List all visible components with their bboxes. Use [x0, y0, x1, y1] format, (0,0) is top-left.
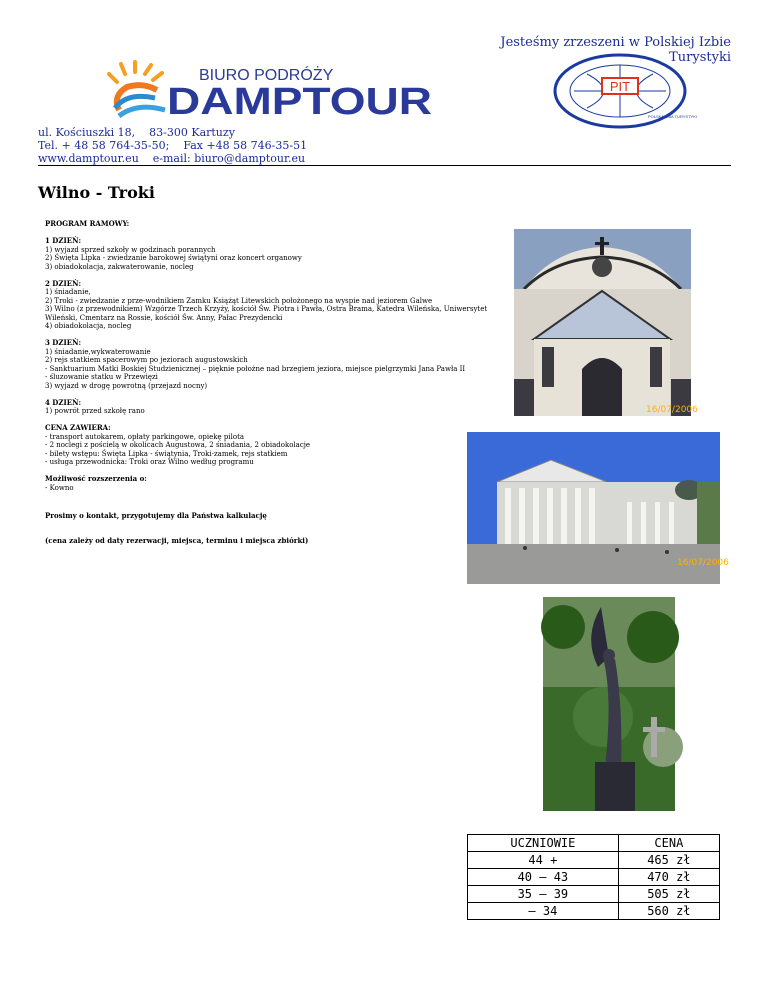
svg-text:BIURO PODRÓŻY: BIURO PODRÓŻY — [199, 67, 334, 84]
price-cell: 505 zł — [618, 886, 719, 903]
photo-date-1: 16/07/2006 — [646, 405, 698, 415]
svg-text:POLSKA IZBA TURYSTYKI: POLSKA IZBA TURYSTYKI — [648, 114, 697, 119]
day-2: 2 DZIEŃ: 1) śniadanie, 2) Troki - zwiedzanie z prze-wodnikiem Zamku Książąt Litewskich położonego na wyspie nad jeziorem Galwe 3) Wilno (z przewodnikiem) Wzgórze Trzech Krzyży, kościół Św. Piotra i Pawła, Ostra Brama, Katedra Wileńska, Uniwersytet Wileński, Cmentarz na Rossie, kościół Św. Anny, Pałac Prezydencki 4) obiadokolacja, nocleg — [45, 278, 488, 330]
photo-date-2: 16/07/2006 — [677, 558, 729, 568]
svg-text:DAMPTOUR: DAMPTOUR — [167, 81, 432, 123]
pit-logo — [552, 52, 697, 130]
page-title: Wilno - Troki — [38, 183, 155, 202]
table-row — [468, 903, 720, 920]
price-includes: CENA ZAWIERA: - transport autokarem, opłaty parkingowe, opiekę pilota - 2 noclegi z pościelą w okolicach Augustowa, 2 śniadania, 2 obiadokolacje - bilety wstępu: Święta Lipka - świątynia, Troki-zamek, rejs statkiem - usługa przewodnicka: Troki oraz Wilno według programu — [45, 423, 311, 466]
students-cell: 40 – 43 — [468, 869, 619, 886]
phone-line: Tel. + 48 58 764-35-50; Fax +48 58 746-35-51 — [38, 139, 308, 152]
price-table — [467, 834, 720, 920]
program-text — [45, 220, 495, 554]
table-row — [468, 886, 720, 903]
students-cell: – 34 — [468, 903, 619, 920]
price-cell: 560 zł — [618, 903, 719, 920]
day-1: 1 DZIEŃ: 1) wyjazd sprzed szkoły w godzinach porannych 2) Święta Lipka - zwiedzanie barokowej świątyni oraz koncert organowy 3) obiadokolacja, zakwaterowanie, nocleg — [45, 236, 302, 271]
price-note: (cena zależy od daty rezerwacji, miejsca, terminu i miejsca zbiórki) — [45, 535, 309, 545]
cathedral-photo — [467, 432, 729, 584]
church-photo — [514, 229, 698, 416]
web-email-line[interactable]: www.damptour.eu e-mail: biuro@damptour.eu — [38, 152, 306, 165]
table-row — [468, 852, 720, 869]
header-students: UCZNIOWIE — [468, 835, 619, 852]
students-cell: 44 + — [468, 852, 619, 869]
address-line: ul. Kościuszki 18, 83-300 Kartuzy — [38, 126, 235, 139]
table-header-row — [468, 835, 720, 852]
contact-note: Prosimy o kontakt, przygotujemy dla Państwa kalkulację — [45, 511, 267, 520]
extension-options: Możliwość rozszerzenia o: - Kowno — [45, 474, 147, 492]
price-cell: 470 zł — [618, 869, 719, 886]
students-cell: 35 – 39 — [468, 886, 619, 903]
day-3: 3 DZIEŃ: 1) śniadanie,wykwaterowanie 2) rejs statkiem spacerowym po jeziorach augustowskich - Sanktuarium Matki Boskiej Studzienicznej – pięknie położne nad brzegiem jeziora, miejsce pielgrzymki Jana Pawła II - śluzowanie statku w Przewięzi 3) wyjazd w drogę powrotną (przejazd nocny) — [45, 338, 466, 390]
header-divider — [38, 165, 731, 166]
program-heading: PROGRAM RAMOWY: — [45, 219, 130, 228]
price-cell: 465 zł — [618, 852, 719, 869]
damptour-logo — [107, 60, 437, 123]
contact-block — [38, 126, 307, 165]
sun-icon — [109, 62, 165, 116]
angel-statue-photo — [543, 597, 675, 811]
pit-membership-text: Jesteśmy zrzeszeni w Polskiej Izbie Turystyki — [500, 35, 731, 65]
header-price: CENA — [618, 835, 719, 852]
svg-text:PIT: PIT — [609, 79, 631, 94]
day-4: 4 DZIEŃ: 1) powrót przed szkołę rano — [45, 397, 145, 415]
table-row — [468, 869, 720, 886]
